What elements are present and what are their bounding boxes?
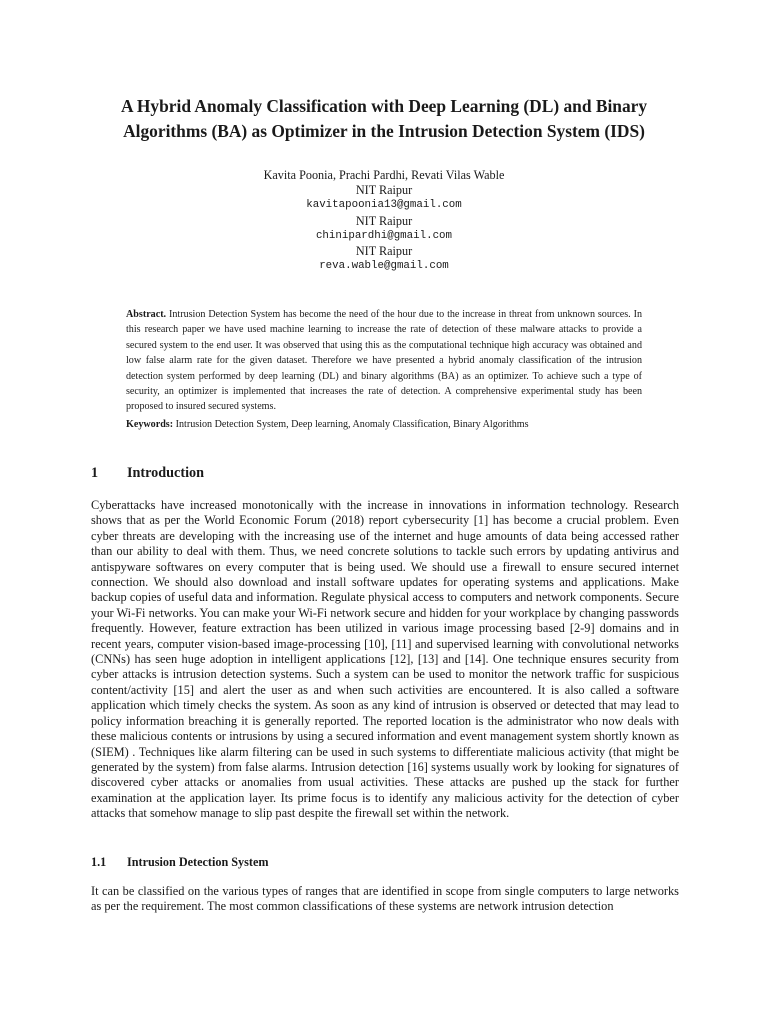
- subsection-title: Intrusion Detection System: [127, 855, 269, 869]
- abstract-label: Abstract.: [126, 309, 167, 320]
- subsection-heading-ids: [91, 855, 269, 870]
- email-1: kavitapoonia13@gmail.com: [306, 199, 462, 212]
- abstract-text: Intrusion Detection System has become the need of the hour due to the increase in threat from unknown sources. In this research paper we have used machine learning to increase the rate of detection of these malware attacks to provide a secured system to the end user. It was observed that using this as the computational technique high accuracy was obtained and low false alarm rate for the given dataset. Therefore we have presented a hybrid anomaly classification of the intrusion detection system performed by deep learning (DL) and binary algorithms (BA) as an optimizer. To achieve such a type of security, an optimizer is implemented that increases the rate of detection. A comprehensive experimental study has been proposed to insured secured systems.: [126, 309, 642, 413]
- author-names: Kavita Poonia, Prachi Pardhi, Revati Vilas Wable: [263, 168, 505, 182]
- keywords: [126, 417, 642, 432]
- section-number: 1: [91, 465, 99, 481]
- ids-paragraph: It can be classified on the various types of ranges that are identified in scope from single computers to large networks as per the requirement. The most common classifications of these systems are network intrusion detection: [91, 884, 679, 914]
- abstract: [126, 307, 642, 415]
- keywords-text: Intrusion Detection System, Deep learning, Anomaly Classification, Binary Algorithms: [175, 419, 529, 430]
- email-2: chinipardhi@gmail.com: [315, 229, 453, 242]
- author-block: [100, 168, 668, 274]
- subsection-number: 1.1: [91, 855, 107, 869]
- intro-paragraph: Cyberattacks have increased monotonically with the increase in innovations in information technology. Research shows that as per the World Economic Forum (2018) report cybersecurity [1] has become a crucial problem. Even cyber threats are developing with the increasing use of the internet and huge amounts of data being accessed rather than our ability to deal with them. Thus, we need concrete solutions to tackle such errors by updating antivirus and antispyware softwares on every computer that is being used. We should use a firewall to ensure secured internet connection. We should also download and install software updates for operating systems and applications. Make backup copies of useful data and information. Regulate physical access to computers and network components. Secure your Wi-Fi networks. You can make your Wi-Fi network secure and hidden for your workplace by changing passwords frequently. However, feature extraction has been utilized in various image processing based [2-9] domains and in recent years, computer vision-based image-processing [10], [11] and supervised learning with convolutional networks (CNNs) has seen huge adoption in intelligent applications [12], [13] and [14]. One technique ensures security from cyber attacks is intrusion detection systems. Such a system can be used to monitor the network traffic for suspicious content/activity [15] and alert the user as and when such activities are encountered. It is also called a software application which timely checks the system. As soon as any kind of intrusion is observed or detected that may lead to policy information breaching it is generally reported. The reported location is the administrator who now deals with these malicious contents or intrusions by using a secured information and event management system shortly known as (SIEM) . Techniques like alarm filtering can be used in such systems to differentiate malicious activity (that might be generated by the system) from false alarms. Intrusion detection [16] systems usually work by looking for signatures of discovered cyber attacks or anomalies from usual activities. These attacks are pushed up the stack for further examination at the application layer. Its prime focus is to identify any malicious activity for the detection of cyber attacks that somehow manage to slip past despite the firewall set within the network.: [91, 498, 679, 821]
- title-line-1: A Hybrid Anomaly Classification with Deep Learning (DL) and Binary: [120, 96, 648, 116]
- affiliation-3: NIT Raipur: [355, 243, 413, 258]
- title-line-2: Algorithms (BA) as Optimizer in the Intrusion Detection System (IDS): [123, 121, 645, 141]
- affiliation-2: NIT Raipur: [355, 213, 413, 228]
- section-heading-introduction: [91, 464, 204, 482]
- affiliation-1: NIT Raipur: [355, 183, 413, 198]
- keywords-label: Keywords:: [126, 419, 174, 430]
- email-3: reva.wable@gmail.com: [319, 260, 449, 273]
- paper-title: [60, 94, 708, 144]
- section-title: Introduction: [127, 465, 204, 481]
